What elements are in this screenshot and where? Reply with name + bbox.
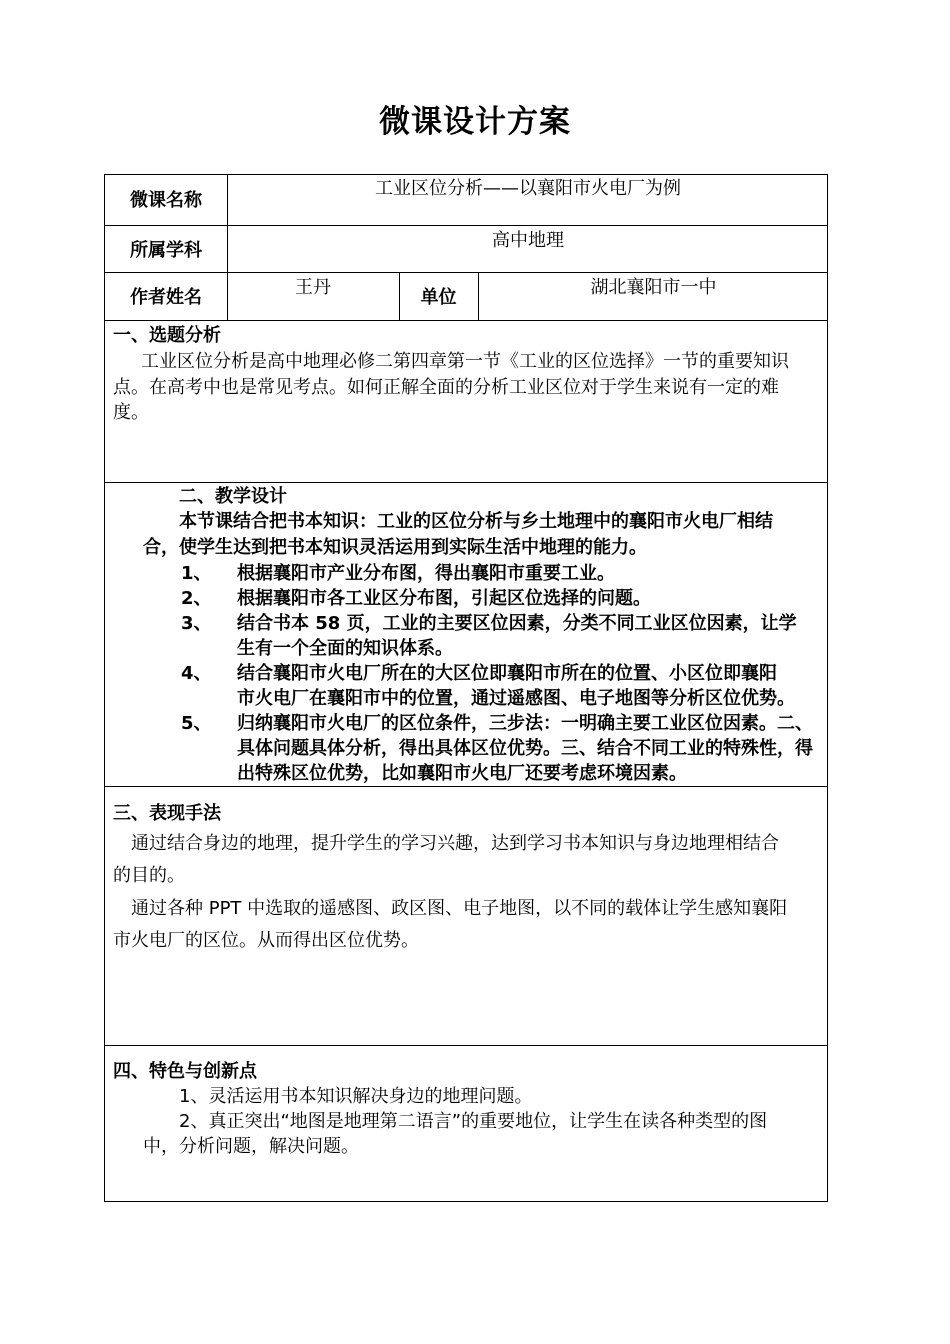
author-value: 王丹 (295, 277, 331, 298)
list-number: 4、 (181, 663, 212, 684)
row-divider (105, 786, 827, 787)
section-method-line: 的目的。 (113, 865, 185, 886)
list-item-line: 市火电厂在襄阳市中的位置，通过遥感图、电子地图等分析区位优势。 (237, 688, 795, 709)
list-item-line: 出特殊区位优势，比如襄阳市火电厂还要考虑环境因素。 (237, 763, 687, 784)
section-topic-heading: 一、选题分析 (113, 325, 221, 346)
list-item-line: 根据襄阳市产业分布图，得出襄阳市重要工业。 (237, 563, 615, 584)
section-method-line: 市火电厂的区位。从而得出区位优势。 (113, 930, 419, 951)
row-divider (105, 320, 827, 321)
section-design-intro-line: 本节课结合把书本知识：工业的区位分析与乡土地理中的襄阳市火电厂相结 (179, 511, 773, 532)
row-divider (105, 1045, 827, 1046)
list-item-line: 根据襄阳市各工业区分布图，引起区位选择的问题。 (237, 588, 651, 609)
list-item-line: 生有一个全面的知识体系。 (237, 638, 453, 659)
section-topic-line: 点。在高考中也是常见考点。如何正解全面的分析工业区位对于学生来说有一定的难 (113, 377, 779, 398)
author-label: 作者姓名 (130, 287, 202, 308)
section-topic-line: 工业区位分析是高中地理必修二第四章第一节《工业的区位选择》一节的重要知识 (141, 351, 789, 372)
section-method-heading: 三、表现手法 (113, 803, 221, 824)
section-design-intro-line: 合，使学生达到把书本知识灵活运用到实际生活中地理的能力。 (143, 537, 647, 558)
list-number: 5、 (181, 713, 212, 734)
design-table (104, 174, 828, 1202)
section-method-line: 通过各种 PPT 中选取的遥感图、政区图、电子地图，以不同的载体让学生感知襄阳 (131, 898, 788, 919)
row-divider (105, 225, 827, 226)
unit-value: 湖北襄阳市一中 (590, 277, 717, 298)
list-item-line: 具体问题具体分析，得出具体区位优势。三、结合不同工业的特殊性，得 (237, 738, 813, 759)
list-item-line: 结合襄阳市火电厂所在的大区位即襄阳市所在的位置、小区位即襄阳 (237, 663, 777, 684)
list-item-line: 归纳襄阳市火电厂的区位条件，三步法：一明确主要工业区位因素。二、 (237, 713, 813, 734)
section-design-heading: 二、教学设计 (179, 486, 287, 507)
section-topic-line: 度。 (113, 402, 149, 423)
section-method-line: 通过结合身边的地理，提升学生的学习兴趣，达到学习书本知识与身边地理相结合 (131, 833, 779, 854)
page-title: 微课设计方案 (379, 104, 571, 140)
list-number: 2、 (181, 588, 212, 609)
list-number: 3、 (181, 613, 212, 634)
course-name-label: 微课名称 (130, 190, 202, 211)
course-name-value: 工业区位分析——以襄阳市火电厂为例 (375, 178, 681, 199)
subject-value: 高中地理 (492, 230, 564, 251)
list-number: 1、 (181, 563, 212, 584)
section-features-item: 1、灵活运用书本知识解决身边的地理问题。 (179, 1086, 533, 1107)
section-features-item: 中，分析问题，解决问题。 (143, 1136, 359, 1157)
section-features-heading: 四、特色与创新点 (113, 1061, 257, 1082)
row-divider (105, 272, 827, 273)
list-item-line: 结合书本 58 页，工业的主要区位因素，分类不同工业区位因素，让学 (237, 613, 797, 634)
subject-label: 所属学科 (130, 240, 202, 261)
unit-label: 单位 (420, 287, 457, 308)
section-features-item: 2、真正突出“地图是地理第二语言”的重要地位，让学生在读各种类型的图 (179, 1111, 768, 1132)
row-divider (105, 482, 827, 483)
